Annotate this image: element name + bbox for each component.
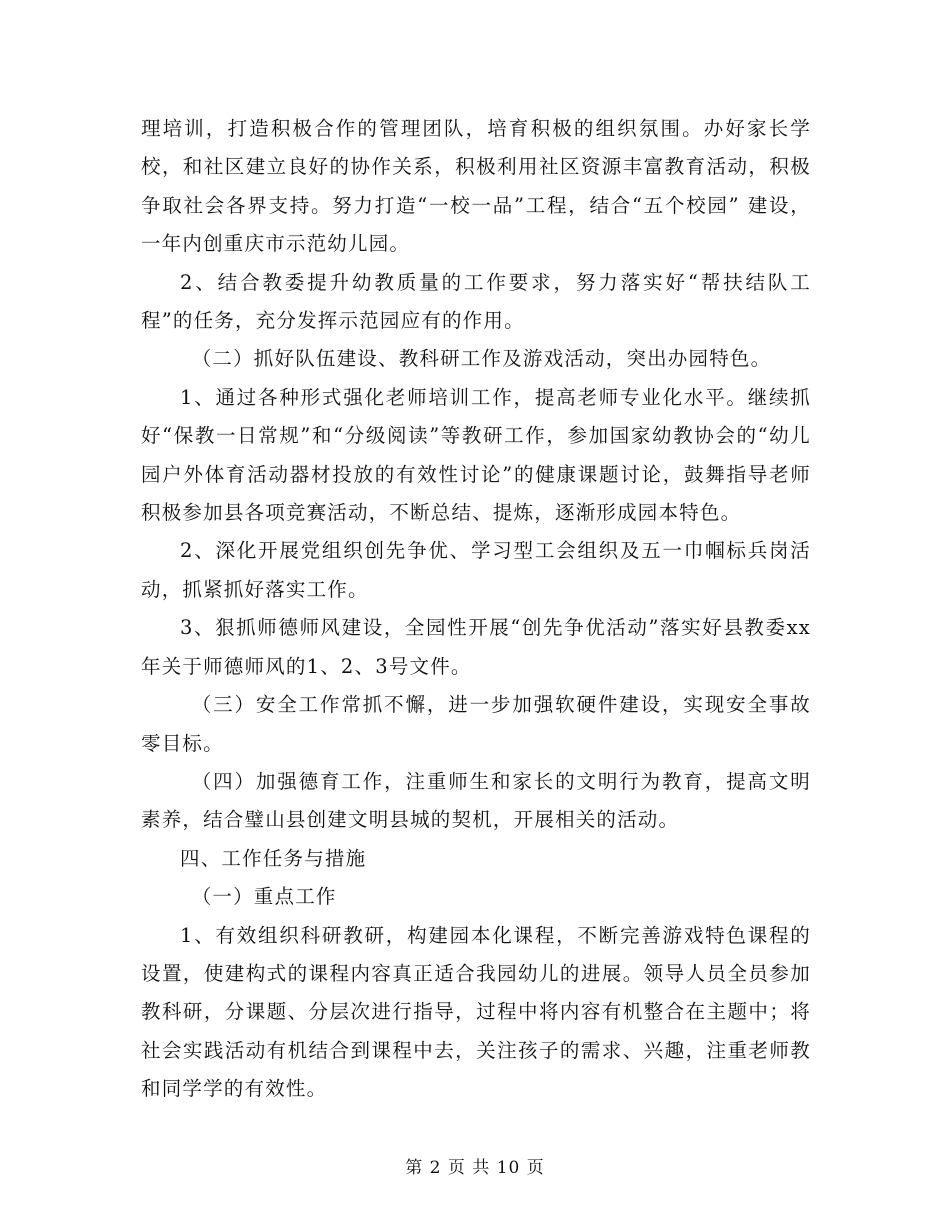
section-heading-key-work: （一）重点工作 — [191, 885, 337, 909]
document-body — [141, 110, 811, 1109]
paragraph-item-1-training: 1、通过各种形式强化老师培训工作，提高老师专业化水平。继续抓好“保教一日常规”和“分级阅读”等教研工作，参加国家幼教协会的“幼儿园户外体育活动器材投放的有效性讨论”的健康课题讨论，鼓舞指导老师积极参加县各项竞赛活动，不断总结、提炼，逐渐形成园本特色。 — [141, 385, 811, 525]
section-heading-4-moral: （四）加强德育工作，注重师生和家长的文明行为教育，提高文明素养，结合璧山县创建文明县城的契机，开展相关的活动。 — [141, 769, 811, 832]
paragraph-item-2-party: 2、深化开展党组织创先争优、学习型工会组织及五一巾帼标兵岗活动，抓紧抓好落实工作。 — [141, 539, 811, 601]
section-heading-2: （二）抓好队伍建设、教科研工作及游戏活动，突出办园特色。 — [191, 347, 772, 371]
section-heading-3-safety: （三）安全工作常抓不懈，进一步加强软硬件建设，实现安全事故零目标。 — [141, 693, 811, 755]
paragraph-continuation: 理培训，打造积极合作的管理团队，培育积极的组织氛围。办好家长学校，和社区建立良好的协作关系，积极利用社区资源丰富教育活动，积极争取社会各界支持。努力打造“一校一品”工程，结合“五个校园” 建设，一年内创重庆市示范幼儿园。 — [141, 117, 811, 256]
paragraph-item-3-ethics: 3、狠抓师德师风建设，全园性开展“创先争优活动”落实好县教委xx年关于师德师风的1、2、3号文件。 — [141, 616, 811, 678]
chapter-heading-4: 四、工作任务与措施 — [180, 846, 367, 870]
page-number-footer: 第 2 页 共 10 页 — [405, 1158, 545, 1178]
paragraph-item-2-demonstration: 2、结合教委提升幼教质量的工作要求，努力落实好“帮扶结队工程”的任务，充分发挥示范园应有的作用。 — [141, 270, 811, 333]
paragraph-item-1-research: 1、有效组织科研教研，构建园本化课程，不断完善游戏特色课程的设置，使建构式的课程内容真正适合我园幼儿的进展。领导人员全员参加教科研，分课题、分层次进行指导，过程中将内容有机整合在主题中；将社会实践活动有机结合到课程中去，关注孩子的需求、兴趣，注重老师教和同学学的有效性。 — [141, 923, 811, 1101]
